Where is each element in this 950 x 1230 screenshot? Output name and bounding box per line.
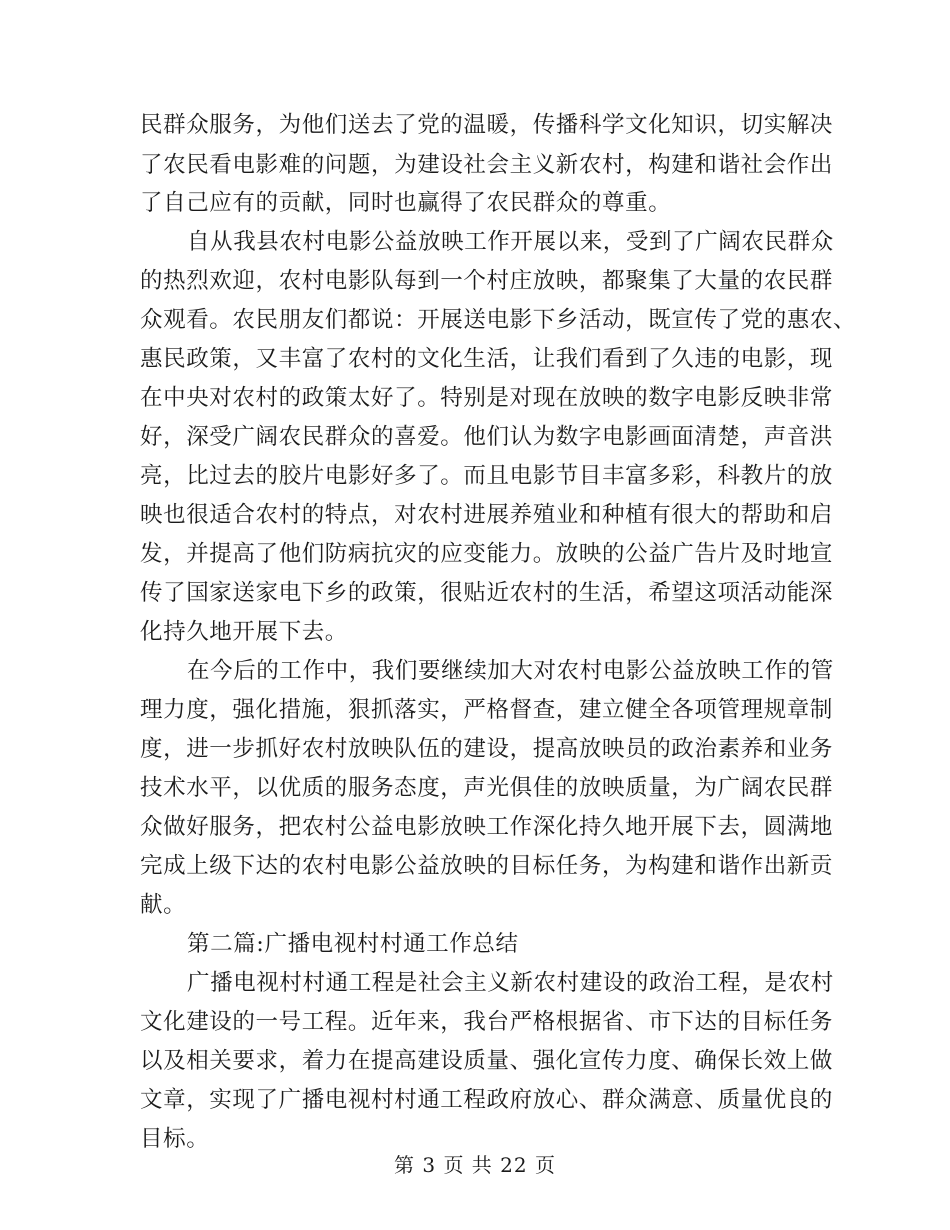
paragraph-start-line: 广播电视村村通工程是社会主义新农村建设的政治工程，是农村 [187, 970, 834, 996]
page-number-footer: 第 3 页 共 22 页 [394, 1153, 556, 1177]
text-line: 亮，比过去的胶片电影好多了。而且电影节目丰富多彩，科教片的放 [140, 463, 834, 489]
text-line: 民群众服务，为他们送去了党的温暖，传播科学文化知识，切实解决 [140, 112, 834, 138]
text-line: 映也很适合农村的特点，对农村进展养殖业和种植有很大的帮助和启 [140, 502, 834, 528]
paragraph-start-line: 在今后的工作中，我们要继续加大对农村电影公益放映工作的管 [187, 658, 834, 684]
text-line: 好，深受广阔农民群众的喜爱。他们认为数字电影画面清楚，声音洪 [140, 424, 834, 450]
paragraph-start-line: 自从我县农村电影公益放映工作开展以来，受到了广阔农民群众 [187, 229, 834, 255]
text-line: 在中央对农村的政策太好了。特别是对现在放映的数字电影反映非常 [140, 385, 834, 411]
text-line: 度，进一步抓好农村放映队伍的建设，提高放映员的政治素养和业务 [140, 736, 834, 762]
text-line: 文章，实现了广播电视村村通工程政府放心、群众满意、质量优良的 [140, 1087, 834, 1113]
text-line: 目标。 [140, 1126, 210, 1152]
text-line: 发，并提高了他们防病抗灾的应变能力。放映的公益广告片及时地宣 [140, 541, 834, 567]
section-heading: 第二篇:广播电视村村通工作总结 [187, 931, 519, 957]
text-line: 众做好服务，把农村公益电影放映工作深化持久地开展下去，圆满地 [140, 814, 834, 840]
text-line: 以及相关要求，着力在提高建设质量、强化宣传力度、确保长效上做 [140, 1048, 834, 1074]
text-line: 理力度，强化措施，狠抓落实，严格督查，建立健全各项管理规章制 [140, 697, 834, 723]
text-line: 了自己应有的贡献，同时也赢得了农民群众的尊重。 [140, 190, 672, 216]
text-line: 完成上级下达的农村电影公益放映的目标任务，为构建和谐作出新贡 [140, 853, 834, 879]
text-line: 的热烈欢迎，农村电影队每到一个村庄放映，都聚集了大量的农民群 [140, 268, 834, 294]
text-line: 众观看。农民朋友们都说：开展送电影下乡活动，既宣传了党的惠农、 [140, 307, 857, 333]
text-line: 文化建设的一号工程。近年来，我台严格根据省、市下达的目标任务 [140, 1009, 834, 1035]
text-line: 化持久地开展下去。 [140, 619, 348, 645]
text-line: 了农民看电影难的问题，为建设社会主义新农村，构建和谐社会作出 [140, 152, 834, 178]
text-line: 技术水平，以优质的服务态度，声光俱佳的放映质量，为广阔农民群 [140, 775, 834, 801]
text-line: 惠民政策，又丰富了农村的文化生活，让我们看到了久违的电影，现 [140, 346, 834, 372]
text-line: 献。 [140, 892, 187, 918]
text-line: 传了国家送家电下乡的政策，很贴近农村的生活，希望这项活动能深 [140, 580, 834, 606]
